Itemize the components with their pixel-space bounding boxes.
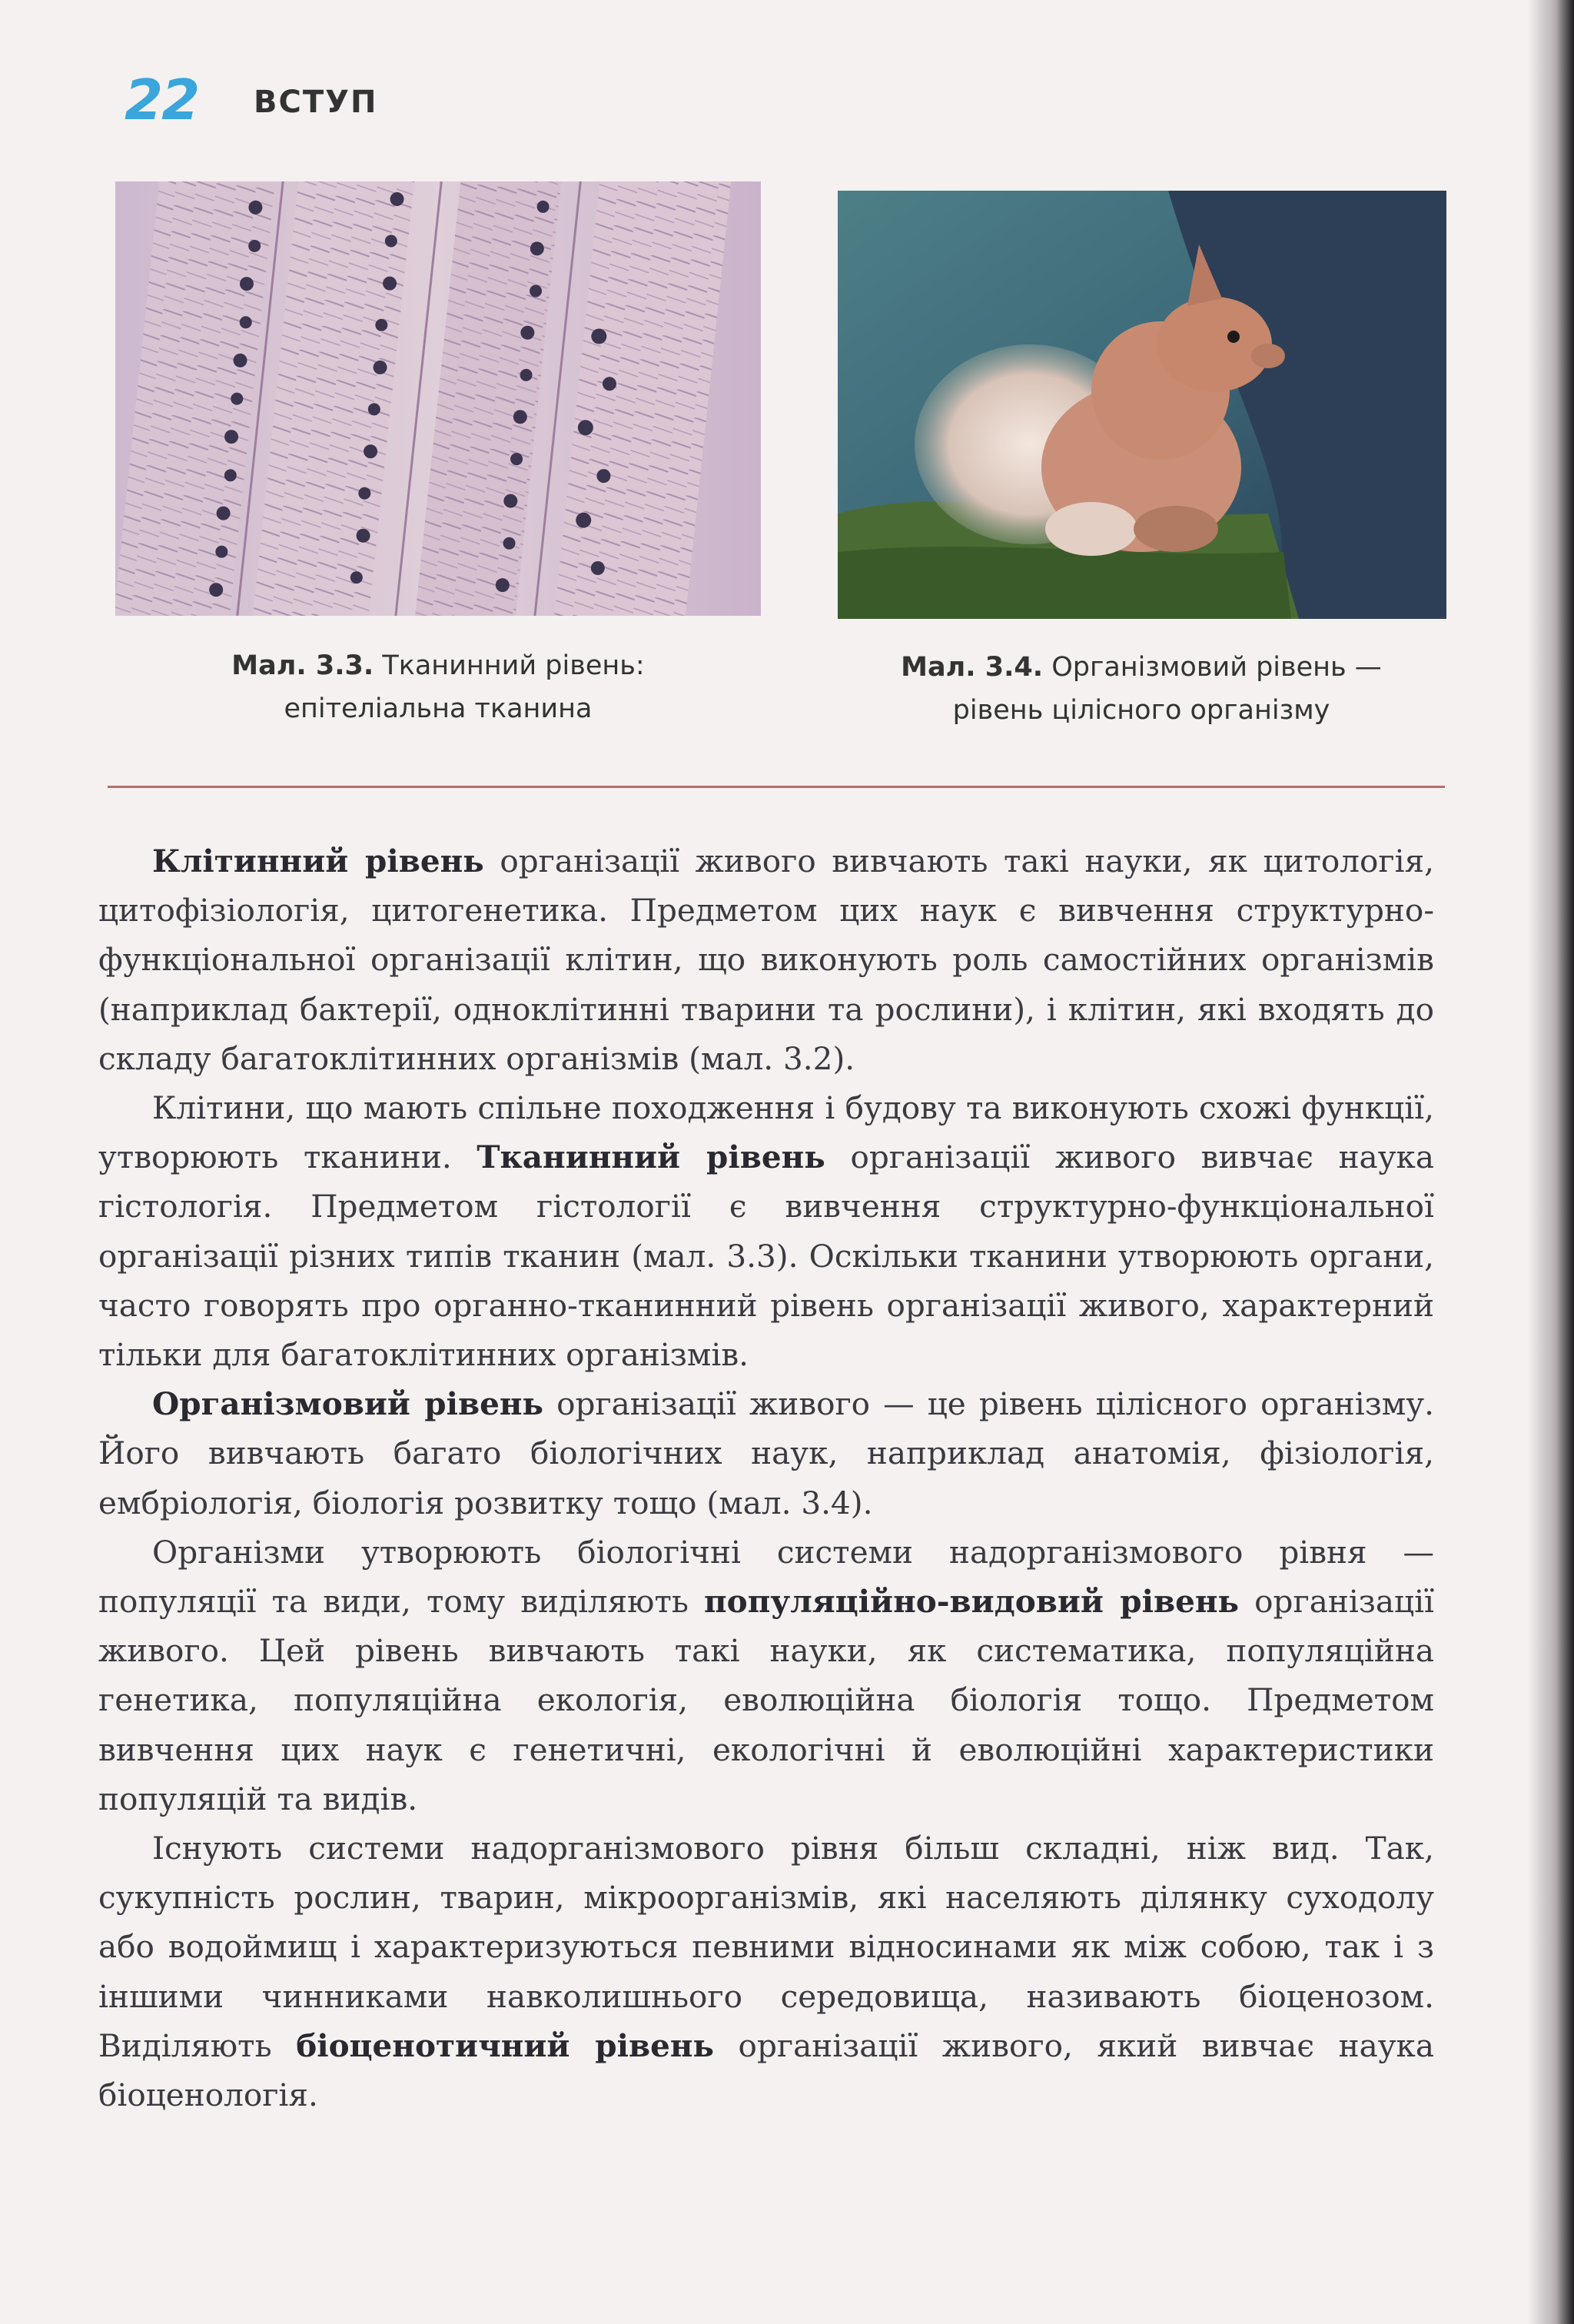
paragraph xyxy=(98,1824,1434,2120)
figure-3-4-caption xyxy=(838,646,1445,732)
paragraph xyxy=(98,1379,1434,1528)
paragraph xyxy=(98,836,1434,1083)
caption-line: Організмовий рівень — xyxy=(1051,652,1382,683)
paragraph xyxy=(98,1083,1434,1379)
caption-line: епітеліальна тканина xyxy=(284,693,593,724)
paragraph-text: Існують системи надорганізмового рівня більш складні, ніж вид. Так, сукупність рослин, тварин, мікроорганізмів, які населяють ділянку суходолу або водоймищ і характеризуються певними відносинами як між собою, так і з іншими чинниками навколишнього середовища, називають біоценозом. Виділяють xyxy=(98,1830,1434,2064)
paragraph xyxy=(98,1528,1434,1824)
paragraph-text: організації живого — це рівень цілісного організму. Його вивчають багато біологічних наук, наприклад анатомія, фізіологія, ембріологія, біологія розвитку тощо (мал. 3.4). xyxy=(98,1385,1434,1521)
page-edge-shadow xyxy=(1528,0,1574,2324)
section-title: ВСТУП xyxy=(254,85,378,120)
caption-line: рівень цілісного організму xyxy=(952,695,1330,726)
paragraph-text: Організми утворюють біологічні системи надорганізмового рівня — популяції та види, тому виділяють xyxy=(98,1533,1434,1621)
figure-label: Мал. 3.4. xyxy=(901,652,1044,683)
paragraph-text: Клітини, що мають спільне походження і будову та виконують схожі функції, утворюють тканини. xyxy=(98,1089,1434,1176)
term: Тканинний рівень xyxy=(477,1139,825,1176)
term: популяційно-видовий рівень xyxy=(704,1583,1240,1621)
paragraph-text: організації живого, який вивчає наука біоценологія. xyxy=(98,2026,1434,2114)
term: Організмовий рівень xyxy=(152,1385,544,1423)
section-divider xyxy=(108,786,1445,788)
squirrel-image xyxy=(838,191,1446,619)
page-number: 22 xyxy=(125,68,199,132)
paragraph-text: організації живого вивчають такі науки, як цитологія, цитофізіологія, цитогенетика. Предметом цих наук є вивчення структурно-функціональної організації клітин, що виконують роль самостійних організмів (наприклад бактерії, одноклітинні тварини та рослини), і клітин, які входять до складу багатоклітинних організмів (мал. 3.2). xyxy=(98,843,1434,1077)
figure-label: Мал. 3.3. xyxy=(231,650,374,681)
caption-line: Тканинний рівень: xyxy=(382,650,645,681)
figure-3-3-caption xyxy=(115,644,761,730)
term: Клітинний рівень xyxy=(152,843,484,879)
epithelial-tissue-image xyxy=(115,181,761,616)
body-text xyxy=(98,836,1434,2120)
paragraph-text: організації живого. Цей рівень вивчають такі науки, як систематика, популяційна генетика, популяційна екологія, еволюційна біологія тощо. Предметом вивчення цих наук є генетичні, екологічні й еволюційні характеристики популяцій та видів. xyxy=(98,1583,1434,1817)
term: біоценотичний рівень xyxy=(296,2026,714,2064)
paragraph-text: організації живого вивчає наука гістологія. Предметом гістології є вивчення структурно-функціональної організації різних типів тканин (мал. 3.3). Оскільки тканини утворюють органи, часто говорять про органно-тканинний рівень організації живого, характерний тільки для багатоклітинних організмів. xyxy=(98,1139,1434,1374)
